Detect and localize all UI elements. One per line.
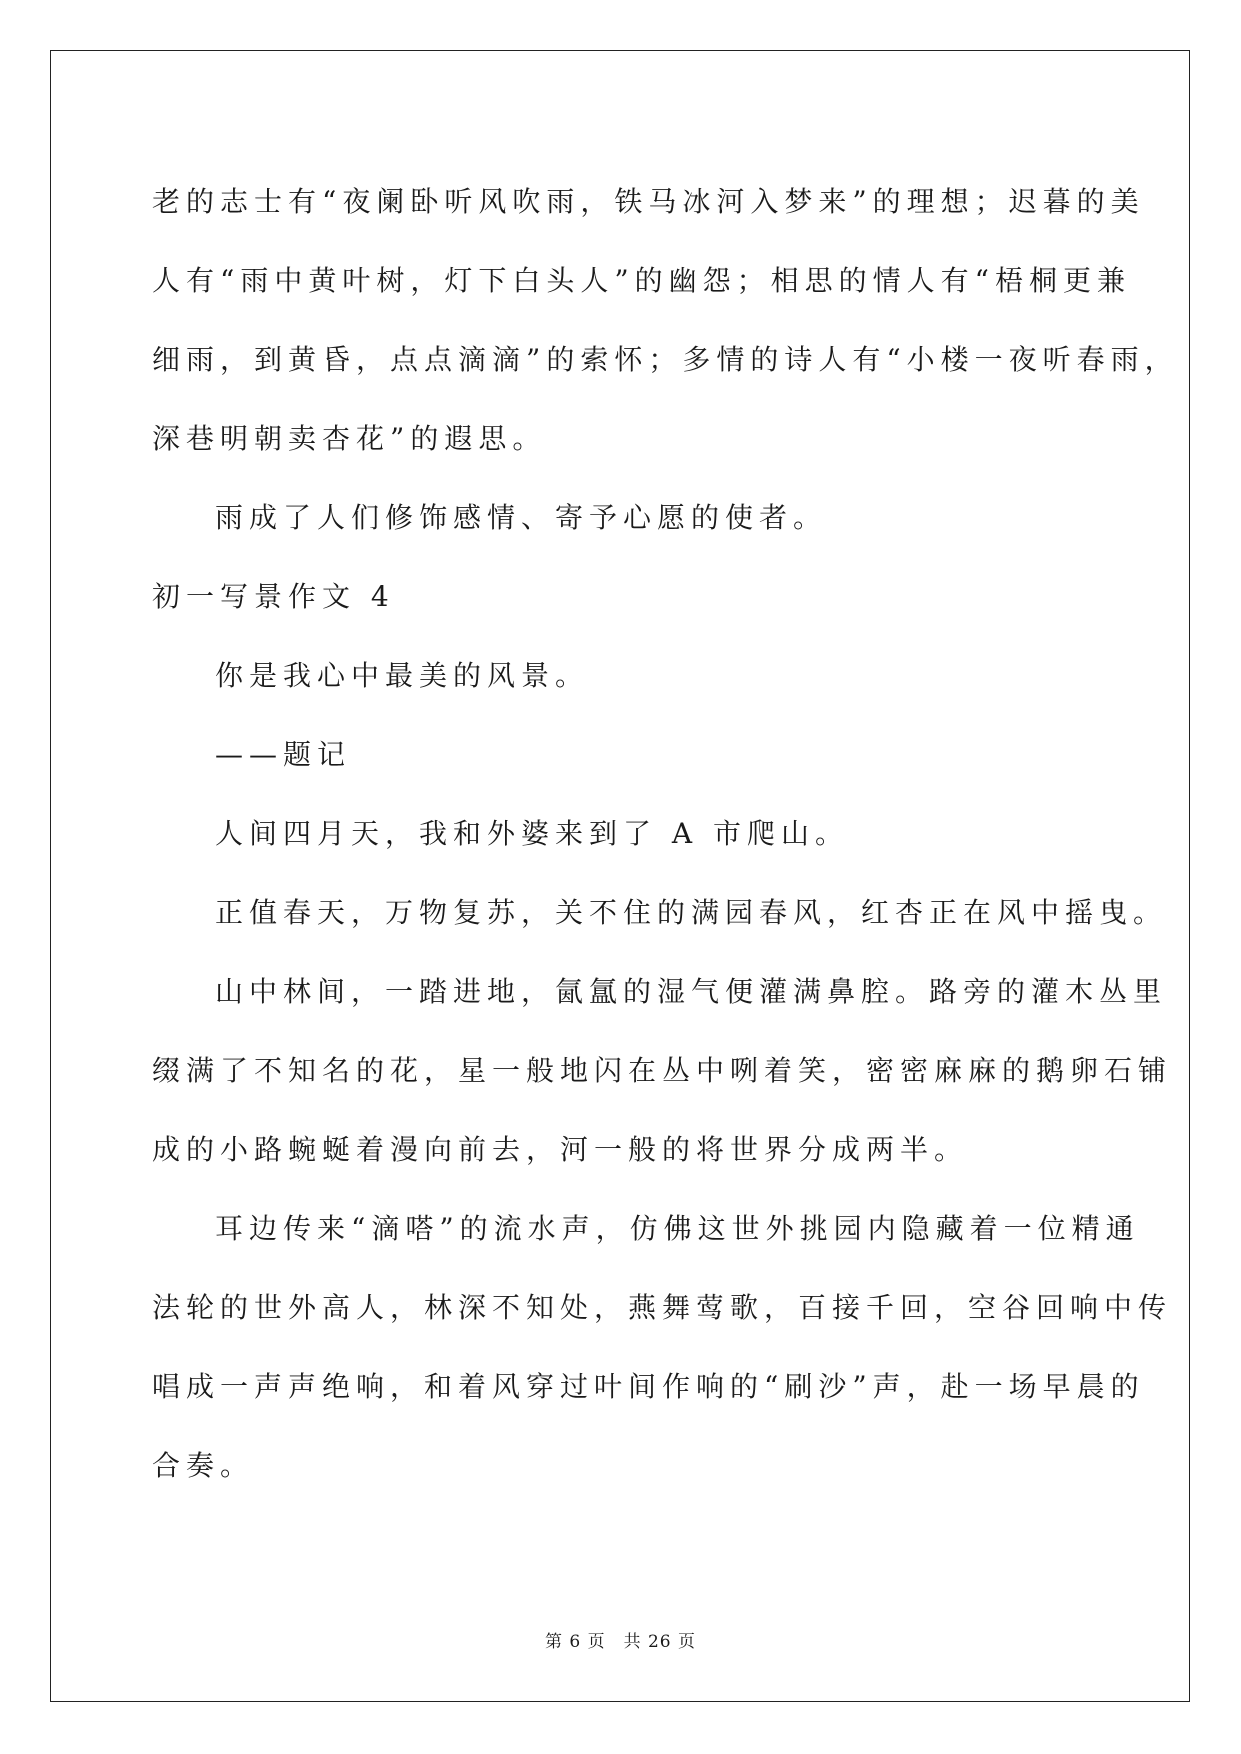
- text-line: 人有“雨中黄叶树，灯下白头人”的幽怨；相思的情人有“梧桐更兼: [152, 264, 1131, 297]
- text-line: 老的志士有“夜阑卧听风吹雨，铁马冰河入梦来”的理想；迟暮的美: [152, 185, 1145, 218]
- paragraph-line: 正值春天，万物复苏，关不住的满园春风，红杏正在风中摇曳。: [215, 896, 1168, 929]
- page-footer: [0, 1627, 1241, 1652]
- text-line: 法轮的世外高人，林深不知处，燕舞莺歌，百接千回，空谷回响中传: [152, 1291, 1173, 1324]
- text-line: 成的小路蜿蜒着漫向前去，河一般的将世界分成两半。: [152, 1133, 969, 1166]
- paragraph-line: 雨成了人们修饰感情、寄予心愿的使者。: [215, 501, 828, 534]
- paragraph-line: 人间四月天，我和外婆来到了 A 市爬山。: [215, 817, 850, 850]
- document-body: [152, 162, 1179, 1505]
- text-line: 细雨，到黄昏，点点滴滴”的索怀；多情的诗人有“小楼一夜听春雨，: [152, 343, 1179, 376]
- text-line: 缀满了不知名的花，星一般地闪在丛中咧着笑，密密麻麻的鹅卵石铺: [152, 1054, 1173, 1087]
- paragraph-line: 耳边传来“滴嗒”的流水声，仿佛这世外挑园内隐藏着一位精通: [215, 1212, 1140, 1245]
- page-total: 共 26 页: [623, 1632, 697, 1652]
- epigraph-attribution: ——题记: [215, 738, 352, 771]
- text-line: 唱成一声声绝响，和着风穿过叶间作响的“刷沙”声，赴一场早晨的: [152, 1370, 1145, 1403]
- text-line: 合奏。: [152, 1449, 255, 1482]
- paragraph-line: 山中林间，一踏进地，氤氲的湿气便灌满鼻腔。路旁的灌木丛里: [215, 975, 1168, 1008]
- page-number: 第 6 页: [544, 1632, 606, 1652]
- epigraph-line: 你是我心中最美的风景。: [215, 659, 590, 692]
- text-line: 深巷明朝卖杏花”的遐思。: [152, 422, 547, 455]
- section-heading: 初一写景作文 4: [152, 580, 395, 613]
